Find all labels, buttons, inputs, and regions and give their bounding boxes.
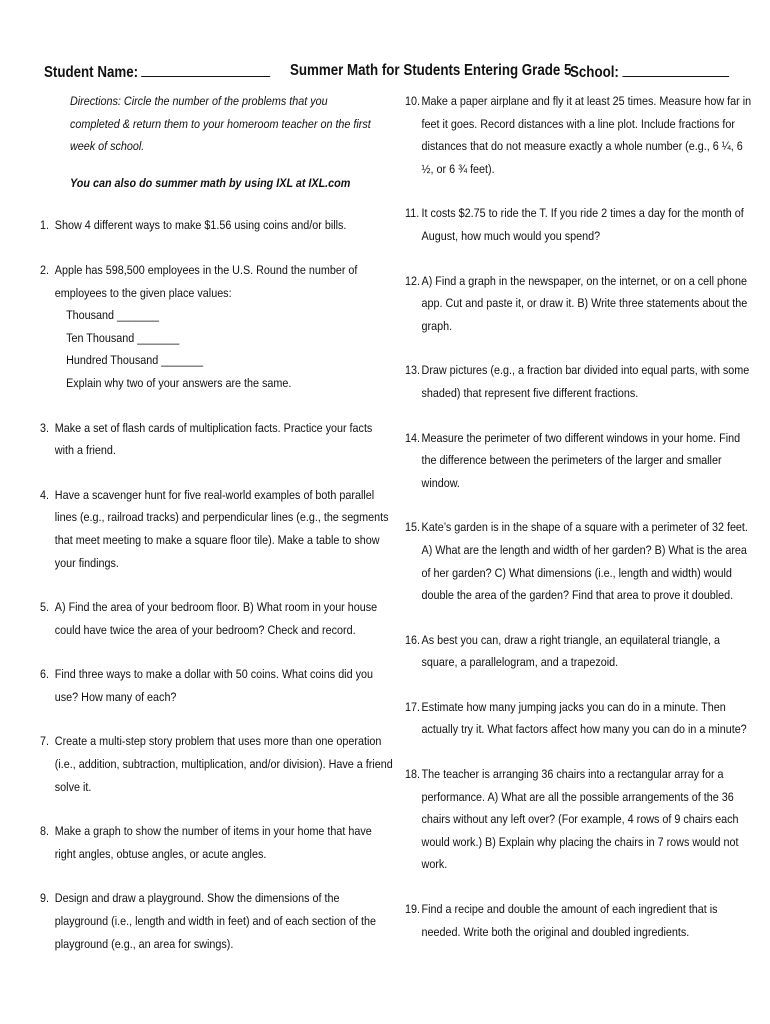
problem-text: Draw pictures (e.g., a fraction bar divided into equal parts, with some shaded) that represent five different fractions. [421, 363, 750, 400]
school-label: School: [570, 64, 619, 81]
problem-item [405, 270, 752, 338]
problem-text: Make a graph to show the number of items in your home that have right angles, obtuse angles, or acute angles. [54, 824, 372, 861]
problem-item [40, 663, 393, 708]
problem-number: 17. [405, 699, 420, 714]
problem-item [405, 763, 752, 876]
problem-item [405, 516, 752, 606]
problem-number: 11. [405, 206, 420, 221]
page-title: Summer Math for Students Entering Grade 5 [290, 62, 572, 79]
problem-text: Estimate how many jumping jacks you can do in a minute. Then actually try it. What factors affect how many you can do in a minute? [421, 699, 747, 737]
problem-number: 10. [405, 94, 420, 108]
problem-item [40, 417, 393, 462]
problem-number: 5. [40, 600, 49, 615]
problem-text: Find a recipe and double the amount of each ingredient that is needed. Write both the original and doubled ingredients. [421, 902, 718, 939]
problem-number: 3. [40, 420, 49, 435]
problem-number: 12. [405, 273, 420, 288]
left-column [40, 90, 393, 977]
problem-text: Apple has 598,500 employees in the U.S. Round the number of employees to the given place values: [54, 262, 358, 300]
problem-text: Kate’s garden is in the shape of a square with a perimeter of 32 feet. A) What are the length and width of her garden? B) What is the area of her garden? C) What dimensions (i.e., length and width) would double the area of the garden? Find that area to prove it doubled. [421, 520, 748, 603]
problem-item [405, 427, 752, 495]
problem-text: Find three ways to make a dollar with 50 coins. What coins did you use? How many of each? [54, 667, 373, 704]
problem-text: Create a multi-step story problem that uses more than one operation (i.e., addition, subtraction, multiplication, and/or division). Have a friend solve it. [54, 734, 393, 794]
problem-item [40, 596, 393, 641]
problem-text: Design and draw a playground. Show the dimensions of the playground (i.e., length and width in feet) and of each section of the playground (e.g., an area for swings). [54, 891, 377, 951]
problem-number: 4. [40, 487, 49, 502]
problem-item [40, 730, 393, 798]
problem-item [40, 259, 393, 395]
student-name-field [44, 62, 271, 82]
problem-text: As best you can, draw a right triangle, an equilateral triangle, a square, a parallelogram, and a trapezoid. [421, 632, 720, 670]
problem-subline: Hundred Thousand _______ [66, 353, 204, 368]
problem-text: A) Find the area of your bedroom floor. B) What room in your house could have twice the area of your bedroom? Check and record. [54, 600, 378, 637]
problem-item [40, 820, 393, 865]
problem-text: Make a paper airplane and fly it at least 25 times. Measure how far in feet it goes. Record distances with a line plot. Include fractions for distances that do not measure exactly a whole number (e.g., 6 ¼, 6 ½, or 6 ¾ feet). [421, 94, 752, 176]
problem-number: 15. [405, 520, 420, 535]
problem-number: 2. [40, 262, 49, 277]
problem-item [405, 90, 752, 180]
problem-item [405, 629, 752, 674]
problem-text: Make a set of flash cards of multiplication facts. Practice your facts with a friend. [54, 420, 373, 458]
problem-item [405, 202, 752, 247]
right-problem-list [405, 90, 752, 943]
worksheet-header [0, 62, 770, 86]
problem-text: Show 4 different ways to make $1.56 using coins and/or bills. [54, 218, 347, 233]
problem-item [40, 214, 393, 237]
problem-subline: Explain why two of your answers are the same. [66, 375, 292, 390]
problem-number: 18. [405, 767, 420, 782]
ixl-note: You can also do summer math by using IXL at IXL.com [70, 175, 351, 190]
directions-text: Directions: Circle the number of the problems that you completed & return them to your homeroom teacher on the first week of school. [70, 94, 371, 154]
problem-number: 19. [405, 902, 420, 917]
problem-number: 1. [40, 218, 49, 233]
problem-number: 14. [405, 430, 420, 445]
school-field [570, 62, 729, 82]
problem-text: It costs $2.75 to ride the T. If you ride 2 times a day for the month of August, how much would you spend? [421, 206, 744, 243]
problem-number: 16. [405, 632, 420, 647]
problem-number: 8. [40, 824, 49, 839]
problem-item [405, 359, 752, 404]
problem-item [405, 898, 752, 943]
problem-item [40, 484, 393, 574]
problem-text: Measure the perimeter of two different windows in your home. Find the difference between the perimeters of the larger and smaller window. [421, 430, 741, 490]
problem-number: 7. [40, 734, 49, 749]
problem-subline: Ten Thousand _______ [66, 330, 180, 345]
problem-number: 9. [40, 891, 49, 906]
problem-number: 6. [40, 667, 49, 682]
problem-text: The teacher is arranging 36 chairs into a rectangular array for a performance. A) What are all the possible arrangements of the 36 chairs without any left over? (For example, 4 rows of 9 chairs each would work.) B) Explain why placing the chairs in 7 rows would not work. [421, 767, 739, 872]
problem-number: 13. [405, 363, 420, 378]
problem-text: Have a scavenger hunt for five real-world examples of both parallel lines (e.g., railroad tracks) and perpendicular lines (e.g., the segments that meet meeting to make a square floor tile). Make a table to show your findings. [54, 487, 389, 570]
problem-text: A) Find a graph in the newspaper, on the internet, or on a cell phone app. Cut and paste it, or draw it. B) Write three statements about the graph. [421, 273, 748, 333]
problem-subline: Thousand _______ [66, 308, 160, 323]
school-blank [622, 62, 729, 77]
student-name-blank [142, 62, 271, 77]
problem-item [40, 887, 393, 955]
left-problem-list [40, 214, 393, 955]
student-name-label: Student Name: [44, 64, 139, 81]
right-column [405, 90, 752, 965]
problem-item [405, 696, 752, 741]
